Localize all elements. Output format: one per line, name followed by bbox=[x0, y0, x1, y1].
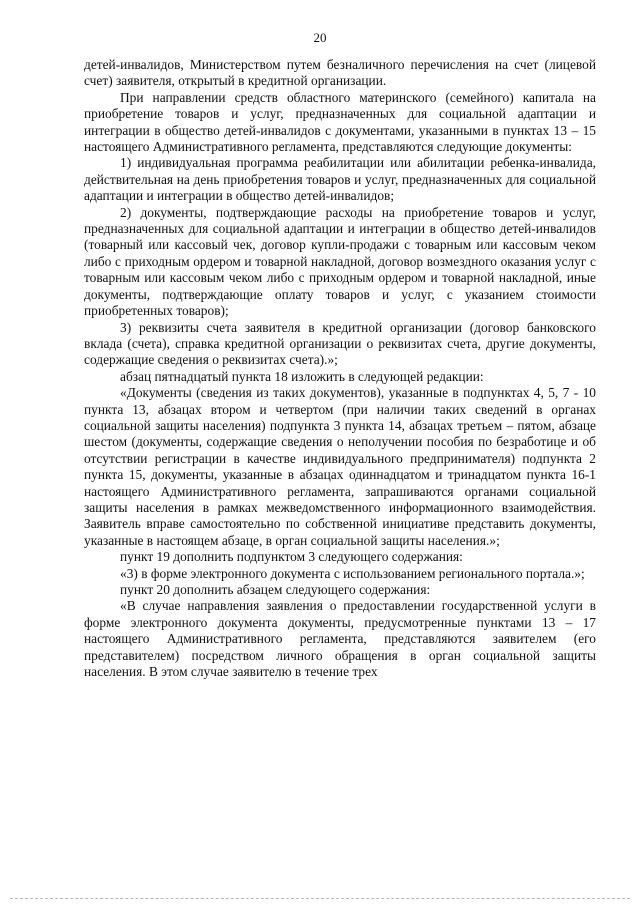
scan-edge-divider bbox=[10, 898, 630, 899]
document-paragraph: детей-инвалидов, Министерством путем безналичного перечисления на счет (лицевой счет) заявителя, открытый в кредитной организации. bbox=[84, 57, 596, 89]
document-paragraph: «3) в форме электронного документа с использованием регионального портала.»; bbox=[120, 565, 585, 581]
document-paragraph: 1) индивидуальная программа реабилитации или абилитации ребенка-инвалида, действительная на день приобретения товаров и услуг, предназначенных для социальной адаптации и интеграции в общество детей-инвалидов; bbox=[84, 155, 596, 204]
document-paragraph: пункт 19 дополнить подпунктом 3 следующего содержания: bbox=[120, 549, 463, 565]
document-paragraph: пункт 20 дополнить абзацем следующего содержания: bbox=[120, 582, 431, 597]
document-paragraph: абзац пятнадцатый пункта 18 изложить в следующей редакции: bbox=[120, 368, 484, 384]
document-paragraph: «Документы (сведения из таких документов), указанные в подпунктах 4, 5, 7 - 10 пункта 13, абзацах втором и четвертом (при наличии таких сведений в органах социальной защиты населения) подпункта 3 пункта 14, абзацах третьем – пятом, абзаце шестом (документы, содержащие сведения о неполучении пособия по безработице и об отсутствии регистрации в качестве индивидуального предпринимателя) подпункта 2 пункта 15, документы, указанные в абзацах одиннадцатом и тринадцатом пункта 16-1 настоящего Административного регламента, запрашиваются органами социальной защиты населения в рамках межведомственного информационного взаимодействия. Заявитель вправе самостоятельно по собственной инициативе представить документы, указанные в настоящем абзаце, в орган социальной защиты населения.»; bbox=[84, 385, 596, 548]
document-paragraph: При направлении средств областного материнского (семейного) капитала на приобретение товаров и услуг, предназначенных для социальной адаптации и интеграции в общество детей-инвалидов с документами, указанными в пунктах 13 – 15 настоящего Административного регламента, представляются следующие документы: bbox=[84, 89, 596, 155]
document-paragraph: 2) документы, подтверждающие расходы на приобретение товаров и услуг, предназначенных для социальной адаптации и интеграции в общество детей-инвалидов (товарный или кассовый чек, договор купли-продажи с товарным или кассовым чеком либо с приходным ордером и товарной накладной, договор возмездного оказания услуг с товарным или кассовым чеком либо с приходным ордером и товарной накладной, иные документы, подтверждающие оплату товаров и услуг, с указанием стоимости приобретенных товаров); bbox=[84, 204, 596, 319]
page-number: 20 bbox=[313, 30, 327, 45]
document-paragraph: «В случае направления заявления о предоставлении государственной услуги в форме электронного документа документы, предусмотренные пунктами 13 – 17 настоящего Административного регламента, представляются заявителем (его представителем) посредством личного обращения в орган социальной защиты населения. В этом случае заявителю в течение трех bbox=[84, 598, 596, 680]
document-body bbox=[84, 57, 596, 680]
document-paragraph: 3) реквизиты счета заявителя в кредитной организации (договор банковского вклада (счета), справка кредитной организации о реквизитах счета, другие документы, содержащие сведения о реквизитах счета).»; bbox=[84, 319, 596, 368]
